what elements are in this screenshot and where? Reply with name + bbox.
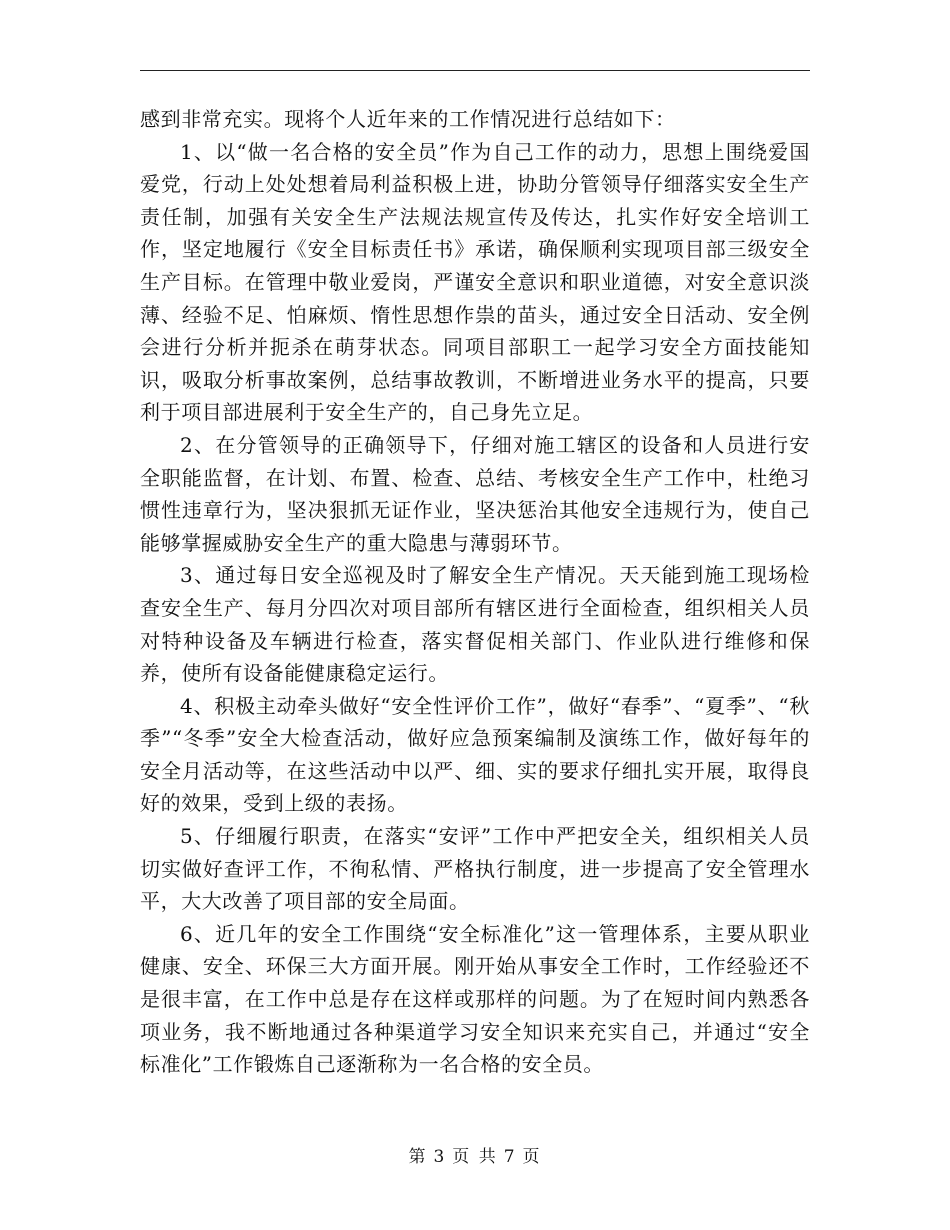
paragraph-item-1: 1、以“做一名合格的安全员”作为自己工作的动力，思想上围绕爱国爱党，行动上处处想着局利益积极上进，协助分管领导仔细落实安全生产责任制，加强有关安全生产法规法规宣传及传达，扎实作好安全培训工作，坚定地履行《安全目标责任书》承诺，确保顺利实现项目部三级安全生产目标。在管理中敬业爱岗，严谨安全意识和职业道德，对安全意识淡薄、经验不足、怕麻烦、惰性思想作祟的苗头，通过安全日活动、安全例会进行分析并扼杀在萌芽状态。同项目部职工一起学习安全方面技能知识，吸取分析事故案例，总结事故教训，不断增进业务水平的提高，只要利于项目部进展利于安全生产的，自己身先立足。 (140, 139, 810, 425)
page-footer (0, 1142, 950, 1167)
footer-prefix: 第 (408, 1147, 428, 1167)
header-rule (140, 70, 810, 71)
body-text (140, 103, 810, 1081)
paragraph-item-6: 6、近几年的安全工作围绕“安全标准化”这一管理体系，主要从职业健康、安全、环保三大方面开展。刚开始从事安全工作时，工作经验还不是很丰富，在工作中总是存在这样或那样的问题。为了在短时间内熟悉各项业务，我不断地通过各种渠道学习安全知识来充实自己，并通过“安全标准化”工作锻炼自己逐渐称为一名合格的安全员。 (140, 921, 810, 1077)
paragraph-item-3: 3、通过每日安全巡视及时了解安全生产情况。天天能到施工现场检查安全生产、每月分四次对项目部所有辖区进行全面检查，组织相关人员对特种设备及车辆进行检查，落实督促相关部门、作业队进行维修和保养，使所有设备能健康稳定运行。 (140, 563, 810, 686)
paragraph-intro: 感到非常充实。现将个人近年来的工作情况进行总结如下： (140, 107, 676, 131)
footer-page-number: 3 (433, 1147, 447, 1167)
footer-total-pages: 7 (503, 1147, 517, 1167)
paragraph-item-4: 4、积极主动牵头做好“安全性评价工作”，做好“春季”、“夏季”、“秋季”“冬季”安全大检查活动，做好应急预案编制及演练工作，做好每年的安全月活动等，在这些活动中以严、细、实的要求仔细扎实开展，取得良好的效果，受到上级的表扬。 (140, 693, 810, 816)
footer-middle: 页 共 (452, 1147, 498, 1167)
footer-suffix: 页 (522, 1147, 542, 1167)
paragraph-item-2: 2、在分管领导的正确领导下，仔细对施工辖区的设备和人员进行安全职能监督，在计划、布置、检查、总结、考核安全生产工作中，杜绝习惯性违章行为，坚决狠抓无证作业，坚决惩治其他安全违规行为，使自己能够掌握威胁安全生产的重大隐患与薄弱环节。 (140, 432, 810, 555)
paragraph-item-5: 5、仔细履行职责，在落实“安评”工作中严把安全关，组织相关人员切实做好查评工作，不徇私情、严格执行制度，进一步提高了安全管理水平，大大改善了项目部的安全局面。 (140, 824, 810, 914)
